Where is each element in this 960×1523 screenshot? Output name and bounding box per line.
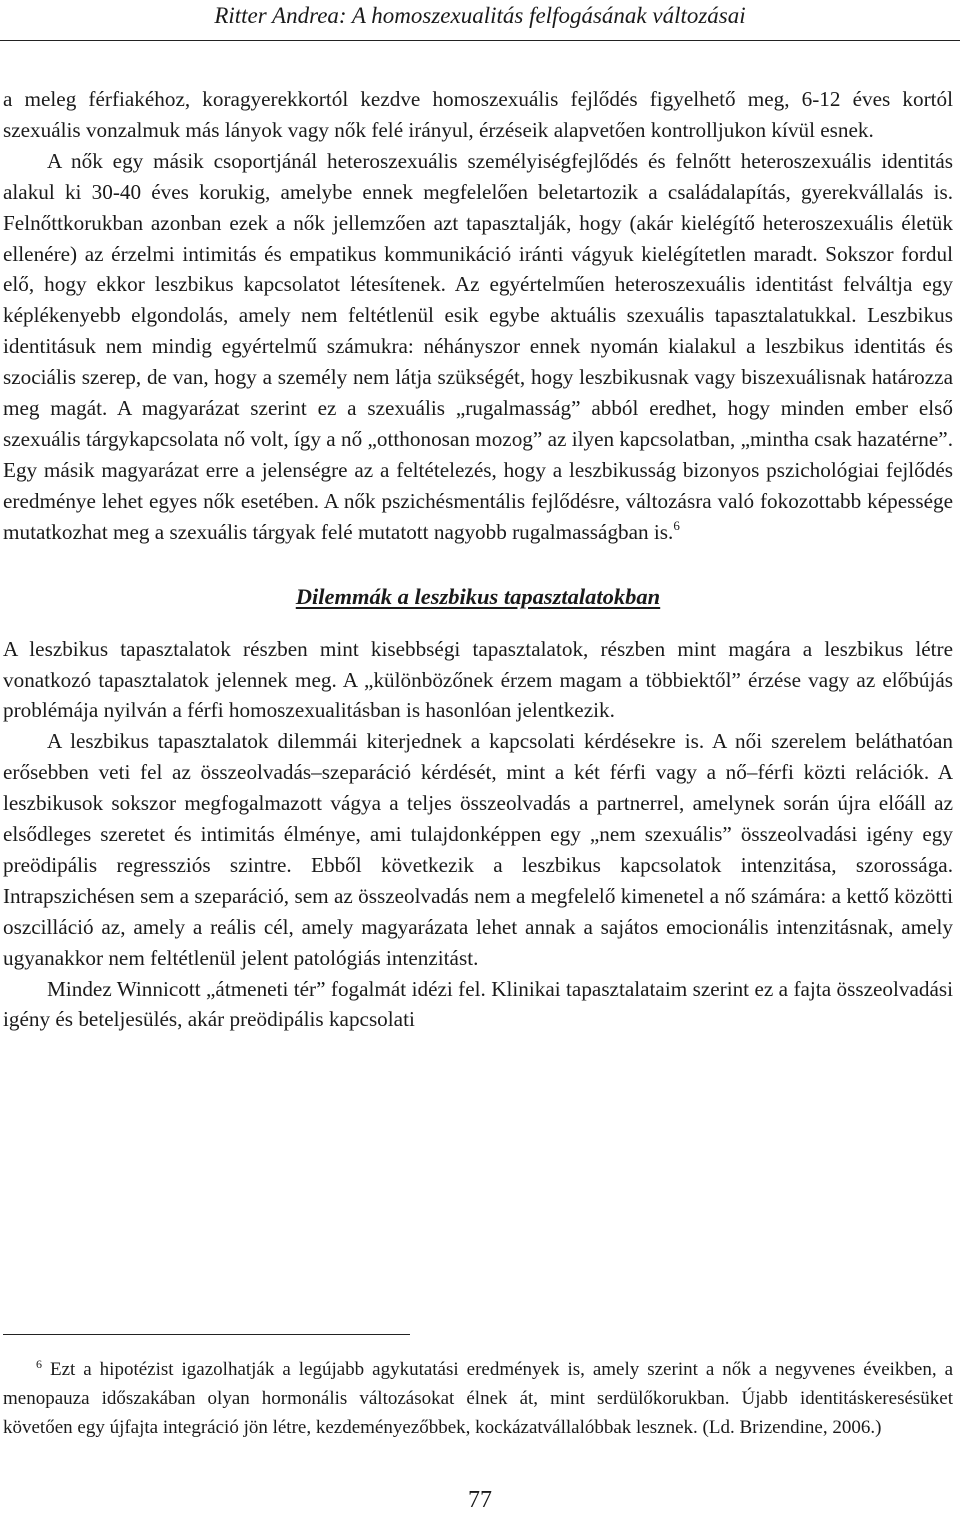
paragraph: A leszbikus tapasztalatok részben mint kisebbségi tapasztalatok, részben mint magára a leszbikus létre vonatkozó tapasztalatok jelennek meg. A „különbözőnek érzem magam a többiektől” érzése vagy az előbújás problémája nyilván a férfi homoszexualitásban is hasonlóan jelentkezik. (3, 636, 953, 723)
paragraph-text: A nők egy másik csoportjánál heteroszexuális személyiségfejlődés és felnőtt heteroszexuális identitás alakul ki 30-40 éves korukig, amelybe ennek megfelelően beletartozik a családalapítás, gyerekvállalás is. Felnőttkorukban azonban ezek a nők jellemzően azt tapasztalják, hogy (akár kielégítő heteroszexuális életük ellenére) az érzelmi intimitás és empatikus kommunikáció iránti vágyuk kielégítetlen maradt. Sokszor fordul elő, hogy ekkor leszbikus kapcsolatot létesítenek. Az egyértelműen heteroszexuális identitást felváltja egy képlékenyebb elgondolás, amely nem feltétlenül esik egybe aktuális szexuális tapasztalatukkal. Leszbikus identitásuk nem mindig egyértelmű számukra: néhányszor ennek nyomán kialakul a leszbikus identitás és szociális szerep, de van, hogy a személy nem látja szükségét, hogy leszbikusnak vagy biszexuálisnak határozza meg magát. A magyarázat szerint ez a szexuális „rugalmasság” abból eredhet, hogy minden ember első szexuális tárgykapcsolata nő volt, így a nő „otthonosan mozog” az ilyen kapcsolatban, „mintha csak hazatérne”. Egy másik magyarázat erre a jelenségre az a feltételezés, hogy a leszbikusság bizonyos pszichológiai fejlődés eredménye lehet egyes nők esetében. A nők pszichésmentális fejlődésre, változásra való fokozottabb képessége mutatkozhat meg a szexuális tárgyak felé mutatott nagyobb rugalmasságban is. (3, 148, 953, 544)
paragraph: A leszbikus tapasztalatok dilemmái kiterjednek a kapcsolati kérdésekre is. A női szerelem beláthatóan erősebben veti fel az összeolvadás–szeparáció kérdését, mint a két férfi vagy a nő–férfi közti relációk. A leszbikusok sokszor megfogalmazott vágya a teljes összeolvadás a partnerrel, amelynek során újra előáll az elsődleges szeretet és intimitás élménye, ami tulajdonképpen egy „nem szexuális” összeolvadási igény egy preödipális regressziós szintre. Ebből következik a leszbikus kapcsolatok intenzitása, szorossága. Intrapszichésen sem a szeparáció, sem az összeolvadás nem a megfelelő kimenetel a nő számára: a kettő közötti oszcilláció az, amely a reális cél, amely magyarázata lehet annak a sajátos emocionális intenzitásnak, amely ugyanakkor nem feltétlenül jelent patológiás intenzitást. (3, 729, 953, 970)
paragraph: a meleg férfiakéhoz, koragyerekkortól kezdve homoszexuális fejlődés figyelhető meg, 6-12 éves kortól szexuális vonzalmuk más lányok vagy nők felé irányul, érzéseik alapvetően kontrolljukon kívül esnek. (3, 87, 953, 142)
footnote-reference[interactable]: 6 (673, 517, 680, 533)
page-number: 77 (468, 1487, 492, 1513)
header-rule (0, 40, 960, 41)
paragraph: Mindez Winnicott „átmeneti tér” fogalmát idézi fel. Klinikai tapasztalataim szerint ez a fajta összeolvadási igény és beteljesülés, akár preödipális kapcsolati (3, 976, 953, 1032)
paragraph (3, 146, 953, 548)
footnote-number: 6 (36, 1357, 42, 1371)
section-heading: Dilemmák a leszbikus tapasztalatokban (295, 583, 661, 609)
footnote (3, 1355, 953, 1442)
footnote-rule (3, 1334, 410, 1335)
body-text (3, 84, 953, 1035)
footnote-text: Ezt a hipotézist igazolhatják a legújabb agykutatási eredmények is, amely szerint a nők a negyvenes éveikben, a menopauza időszakában olyan hormonális változásokat élnek át, mint serdülőkorukban. Újabb identitáskeresésüket követően egy újfajta integráció jön létre, kezdeményezőbbek, kockázatvállalóbbak lesznek. (Ld. Brizendine, 2006.) (3, 1359, 954, 1438)
running-header: Ritter Andrea: A homoszexualitás felfogásának változásai (214, 3, 746, 28)
